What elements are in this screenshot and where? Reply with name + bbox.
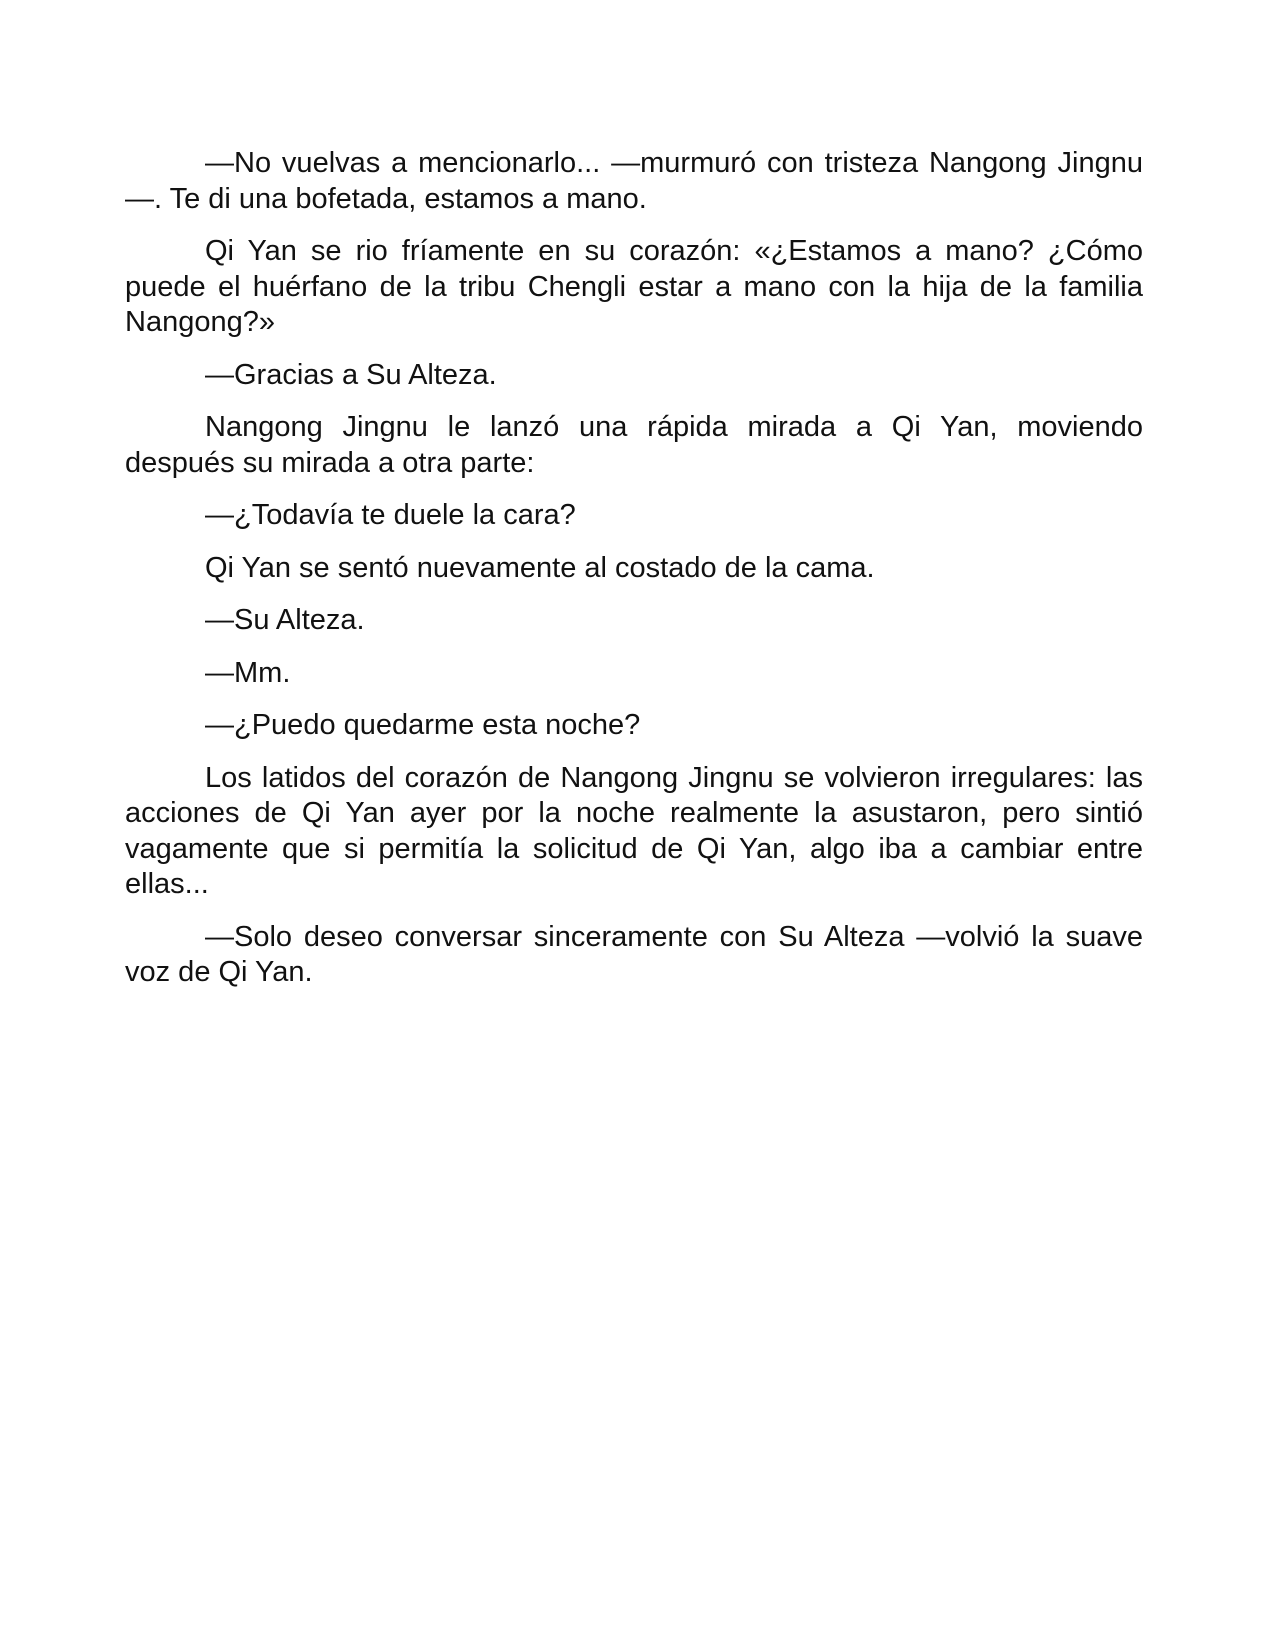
- paragraph-2: Qi Yan se rio fríamente en su corazón: «¿Estamos a mano? ¿Cómo puede el huérfano de la tribu Chengli estar a mano con la hija de la familia Nangong?»: [125, 235, 1143, 338]
- paragraph-10: Los latidos del corazón de Nangong Jingnu se volvieron irregulares: las acciones de Qi Yan ayer por la noche realmente la asustaron, pero sintió vagamente que si permitía la solicitud de Qi Yan, algo iba a cambiar entre ellas...: [125, 761, 1143, 900]
- paragraph-6: Qi Yan se sentó nuevamente al costado de la cama.: [205, 551, 875, 584]
- paragraph-3: —Gracias a Su Alteza.: [205, 358, 497, 391]
- paragraph-4: Nangong Jingnu le lanzó una rápida mirada a Qi Yan, moviendo después su mirada a otra parte:: [125, 411, 1143, 479]
- paragraph-8: —Mm.: [205, 656, 291, 689]
- paragraph-5: —¿Todavía te duele la cara?: [205, 499, 576, 531]
- paragraph-7: —Su Alteza.: [205, 604, 365, 636]
- paragraph-1: —No vuelvas a mencionarlo... —murmuró con tristeza Nangong Jingnu—. Te di una bofetada, estamos a mano.: [125, 147, 1143, 215]
- paragraph-11: —Solo deseo conversar sinceramente con Su Alteza —volvió la suave voz de Qi Yan.: [125, 920, 1143, 988]
- paragraph-9: —¿Puedo quedarme esta noche?: [205, 709, 641, 741]
- body-text: [125, 146, 1143, 1008]
